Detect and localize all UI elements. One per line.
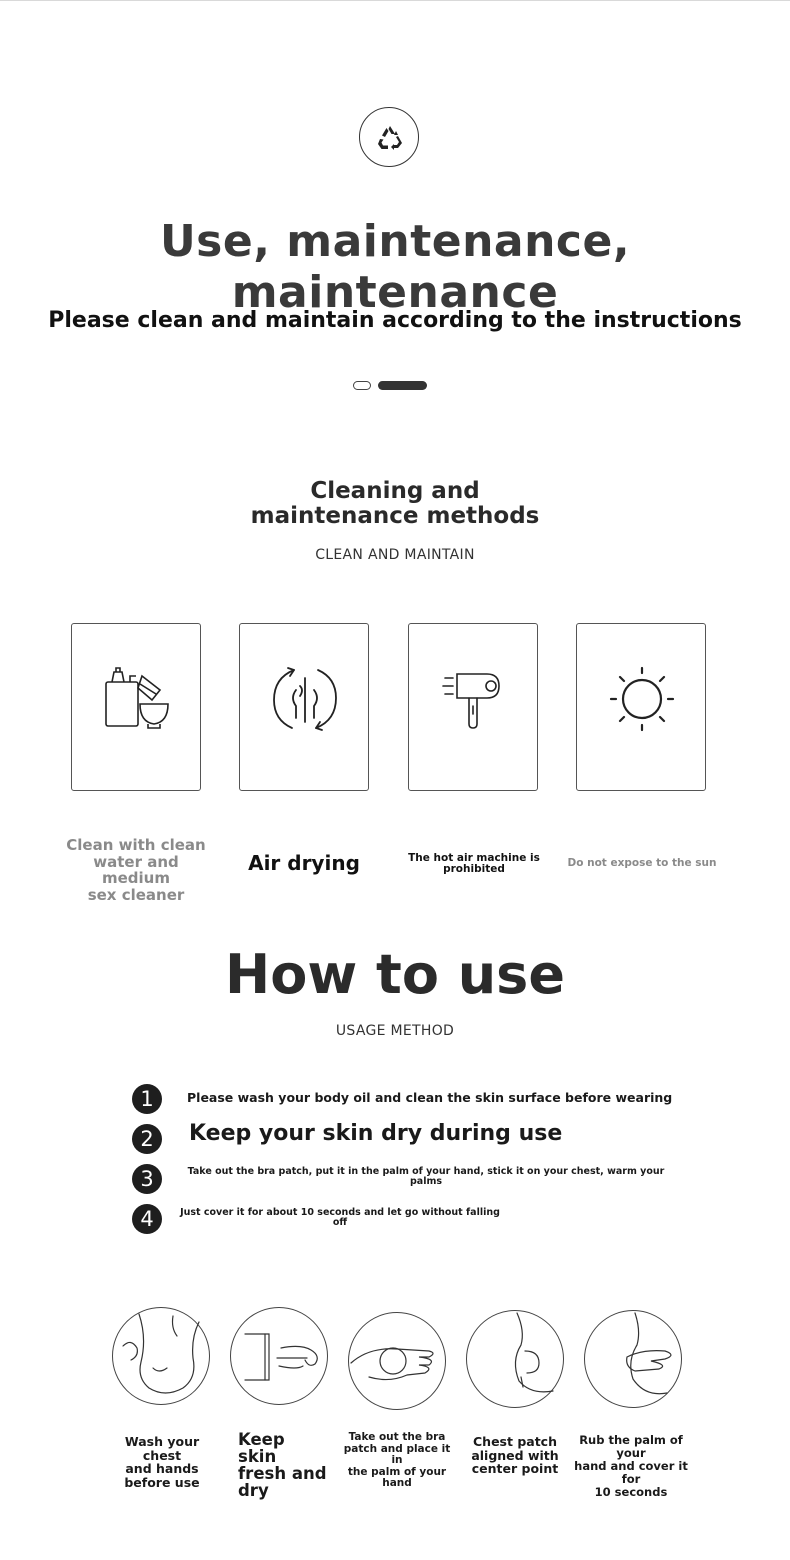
- step-4-line1: Just cover it for about 10 seconds and let go without falling: [180, 1207, 500, 1218]
- caption-palm-cover-line3: 10 seconds: [594, 1485, 668, 1499]
- caption-clean-water-line3: sex cleaner: [87, 885, 185, 904]
- illustration-keep-dry: [230, 1307, 328, 1405]
- step-4-line2: off: [332, 1217, 348, 1228]
- caption-patch-in-palm-line2: patch and place it in: [343, 1442, 451, 1466]
- caption-chest-patch: [465, 1435, 565, 1476]
- illustration-wash-chest: [112, 1307, 210, 1405]
- cleaning-section-title: [230, 479, 560, 529]
- recycle-icon: [372, 120, 408, 156]
- step-3-text: [186, 1167, 666, 1187]
- blow-dry-skin-icon: [231, 1308, 327, 1404]
- caption-keep-dry: [238, 1431, 328, 1499]
- step-4-text: [178, 1208, 502, 1228]
- palm-cover-icon: [585, 1311, 681, 1407]
- step-number-1: 1: [132, 1084, 162, 1114]
- cleaner-bottle-bowl-icon: [102, 664, 172, 734]
- hair-dryer-card: [408, 623, 538, 791]
- caption-patch-in-palm-line4: hand: [382, 1477, 412, 1489]
- illustration-chest-patch: [466, 1310, 564, 1408]
- air-drying-card: [239, 623, 369, 791]
- pager-dot-inactive[interactable]: [353, 381, 371, 390]
- cleaning-title-line1: Cleaning and: [310, 478, 480, 504]
- chest-patch-icon: [467, 1311, 563, 1407]
- caption-wash-chest-line3: before use: [124, 1474, 200, 1490]
- patch-in-palm-icon: [349, 1313, 445, 1409]
- wash-chest-icon: [113, 1308, 209, 1404]
- step-number-3: 3: [132, 1164, 162, 1194]
- caption-chest-patch-line3: center point: [471, 1461, 559, 1476]
- caption-air-drying: Air drying: [248, 851, 360, 875]
- page-title: Use, maintenance, maintenance: [159, 216, 631, 318]
- cleaner-card: [71, 623, 201, 791]
- caption-keep-dry-line3: dry: [238, 1481, 269, 1500]
- usage-section-subtitle: USAGE METHOD: [335, 1023, 455, 1039]
- top-divider: [0, 0, 790, 1]
- pager-dot-active[interactable]: [378, 381, 427, 390]
- caption-wash-chest: [104, 1435, 220, 1489]
- step-3-line1: Take out the bra patch, put it in the palm of your hand, stick it on your chest, warm your: [187, 1166, 665, 1177]
- sun-icon: [607, 664, 677, 734]
- caption-no-hot-air-line2: prohibited: [443, 863, 505, 875]
- caption-chest-patch-line2: aligned with: [471, 1447, 559, 1463]
- caption-patch-in-palm-line3: the palm of your: [347, 1465, 447, 1478]
- step-number-2: 2: [132, 1124, 162, 1154]
- caption-keep-dry-line1: Keep skin: [238, 1430, 285, 1466]
- caption-keep-dry-line2: fresh and: [238, 1464, 327, 1483]
- usage-section-title: How to use: [225, 943, 565, 1006]
- caption-clean-water-line2: water and medium: [93, 852, 179, 887]
- caption-no-hot-air: [404, 853, 544, 875]
- caption-wash-chest-line1: Wash your chest: [124, 1434, 200, 1463]
- illustration-patch-in-palm: [348, 1312, 446, 1410]
- page-subtitle: Please clean and maintain according to the instructions: [48, 308, 742, 333]
- cleaning-title-line2: maintenance methods: [250, 503, 540, 529]
- caption-palm-cover: [564, 1434, 698, 1499]
- caption-patch-in-palm-line1: Take out the bra: [348, 1431, 446, 1443]
- caption-clean-water-line1: Clean with clean: [66, 836, 206, 854]
- caption-patch-in-palm: [338, 1432, 456, 1490]
- caption-chest-patch-line1: Chest patch: [473, 1434, 557, 1449]
- caption-no-sun: Do not expose to the sun: [567, 857, 717, 869]
- caption-palm-cover-line1: Rub the palm of your: [579, 1433, 683, 1460]
- air-drying-icon: [270, 664, 340, 734]
- cleaning-section-subtitle: CLEAN AND MAINTAIN: [315, 547, 475, 563]
- step-2-text: Keep your skin dry during use: [189, 1121, 563, 1146]
- step-number-4: 4: [132, 1204, 162, 1234]
- illustration-palm-cover: [584, 1310, 682, 1408]
- step-1-text: Please wash your body oil and clean the skin surface before wearing: [187, 1090, 673, 1105]
- no-sun-card: [576, 623, 706, 791]
- step-3-line2: palms: [409, 1176, 443, 1187]
- caption-no-hot-air-line1: The hot air machine is: [408, 852, 540, 864]
- caption-wash-chest-line2: and hands: [125, 1461, 199, 1476]
- hair-dryer-icon: [439, 664, 509, 734]
- recycle-logo: [359, 107, 419, 167]
- caption-clean-water: [57, 837, 215, 903]
- caption-palm-cover-line2: hand and cover it for: [574, 1459, 688, 1486]
